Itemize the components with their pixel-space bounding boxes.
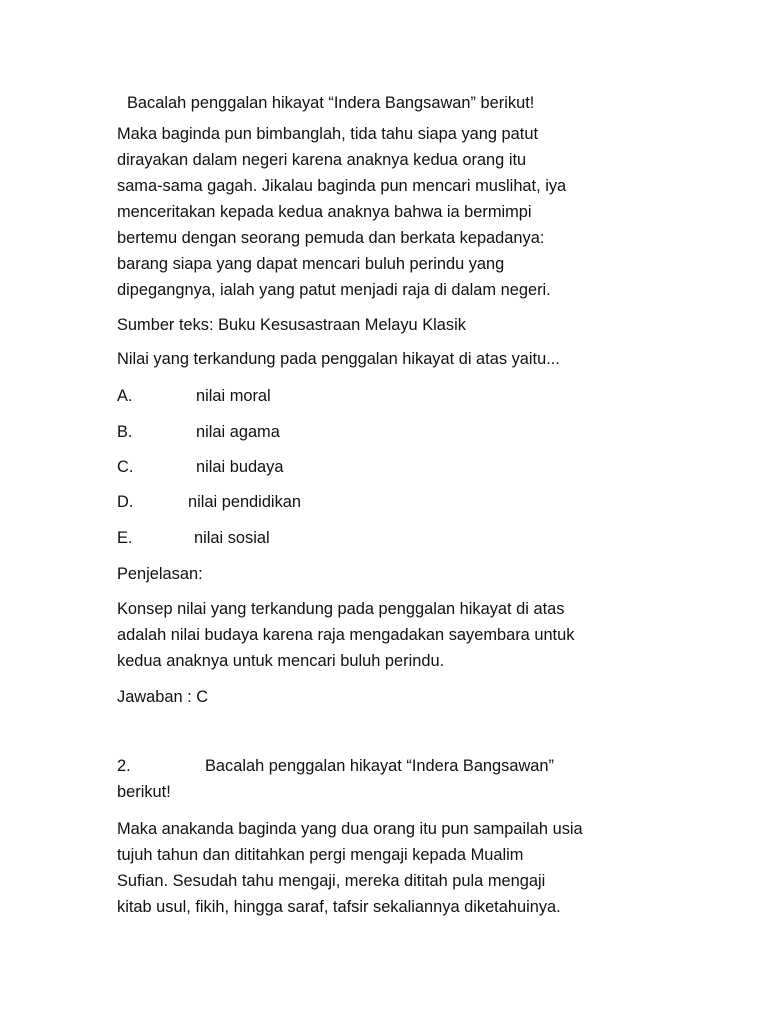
option-d-text: nilai pendidikan [188,493,301,511]
passage-line: bertemu dengan seorang pemuda dan berkata kepadanya: [117,229,545,247]
explanation-line: adalah nilai budaya karena raja mengadakan sayembara untuk [117,626,575,644]
option-a-letter: A. [117,387,133,405]
option-d-letter: D. [117,493,134,511]
q1-question: Nilai yang terkandung pada penggalan hikayat di atas yaitu... [117,350,560,368]
passage-line: menceritakan kepada kedua anaknya bahwa ia bermimpi [117,203,532,221]
passage-line: Maka baginda pun bimbanglah, tida tahu siapa yang patut [117,125,539,143]
option-b-letter: B. [117,423,133,441]
option-c-letter: C. [117,458,134,476]
option-e-letter: E. [117,529,133,547]
option-c-text: nilai budaya [196,458,284,476]
q2-instruction: Bacalah penggalan hikayat “Indera Bangsawan” [205,757,554,775]
passage-line: dirayakan dalam negeri karena anaknya kedua orang itu [117,151,527,169]
passage-line: kitab usul, fikih, hingga saraf, tafsir sekaliannya diketahuinya. [117,898,561,916]
passage-line: Sufian. Sesudah tahu mengaji, mereka dititah pula mengaji [117,872,546,890]
passage-line: Maka anakanda baginda yang dua orang itu pun sampailah usia [117,820,583,838]
option-b-text: nilai agama [196,423,280,441]
explanation-line: kedua anaknya untuk mencari buluh perindu. [117,652,445,670]
q1-source: Sumber teks: Buku Kesusastraan Melayu Klasik [117,316,466,334]
q2-number: 2. [117,757,131,775]
q1-instruction: Bacalah penggalan hikayat “Indera Bangsawan” berikut! [127,94,535,112]
explanation-line: Konsep nilai yang terkandung pada penggalan hikayat di atas [117,600,565,618]
passage-line: sama-sama gagah. Jikalau baginda pun mencari muslihat, iya [117,177,567,195]
option-a-text: nilai moral [196,387,271,405]
passage-line: barang siapa yang dapat mencari buluh perindu yang [117,255,505,273]
option-e-text: nilai sosial [194,529,270,547]
explanation-label: Penjelasan: [117,565,203,583]
passage-line: dipegangnya, ialah yang patut menjadi raja di dalam negeri. [117,281,551,299]
passage-line: tujuh tahun dan dititahkan pergi mengaji kepada Mualim [117,846,524,864]
q2-instruction-cont: berikut! [117,783,171,801]
q1-answer: Jawaban : C [117,688,209,706]
